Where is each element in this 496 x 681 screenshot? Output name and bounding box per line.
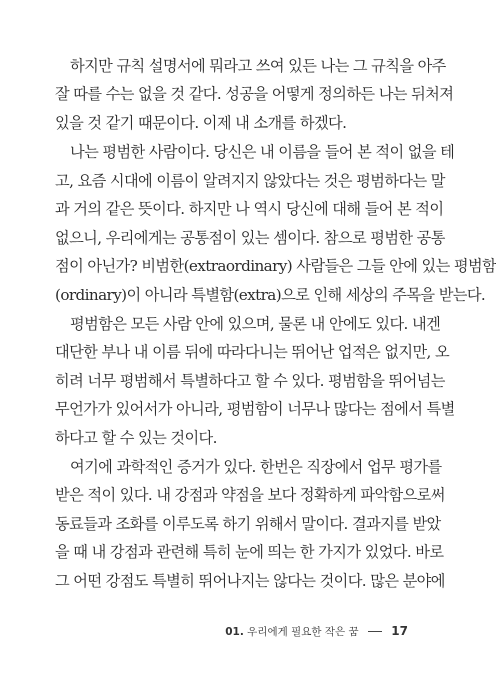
- chapter-number: 01.: [225, 626, 244, 638]
- text-line: 히려 너무 평범해서 특별하다고 할 수 있다. 평범함을 뛰어넘는: [55, 372, 445, 390]
- text-line: 그 어떤 강점도 특별히 뛰어나지는 않다는 것이다. 많은 분야에: [55, 572, 445, 590]
- text-line: 나는 평범한 사람이다. 당신은 내 이름을 들어 본 적이 없을 테: [70, 143, 455, 161]
- text-line: (ordinary)이 아니라 특별함(extra)으로 인해 세상의 주목을 받는다.: [55, 286, 486, 304]
- text-line: 무언가가 있어서가 아니라, 평범함이 너무나 많다는 점에서 특별: [55, 400, 455, 418]
- text-line: 을 때 내 강점과 관련해 특히 눈에 띄는 한 가지가 있었다. 바로: [55, 543, 444, 561]
- text-line: 받은 적이 있다. 내 강점과 약점을 보다 정확하게 파악함으로써: [55, 486, 445, 504]
- page-footer: [225, 624, 408, 639]
- text-line: 고, 요즘 시대에 이름이 알려지지 않았다는 것은 평범하다는 말: [55, 172, 445, 190]
- page-number: 17: [391, 624, 408, 638]
- text-line: 있을 것 같기 때문이다. 이제 내 소개를 하겠다.: [55, 114, 347, 132]
- text-line: 대단한 부나 내 이름 뒤에 따라다니는 뛰어난 업적은 없지만, 오: [55, 343, 450, 361]
- text-line: 점이 아닌가? 비범한(extraordinary) 사람들은 그들 안에 있는 평범함: [55, 257, 496, 275]
- text-line: 하다고 할 수 있는 것이다.: [55, 429, 217, 447]
- text-line: 잘 따를 수는 없을 것 같다. 성공을 어떻게 정의하든 나는 뒤처져: [55, 85, 454, 103]
- text-line: 과 거의 같은 뜻이다. 하지만 나 역시 당신에 대해 들어 본 적이: [55, 200, 444, 218]
- text-line: 여기에 과학적인 증거가 있다. 한번은 직장에서 업무 평가를: [70, 458, 442, 476]
- text-line: 평범함은 모든 사람 안에 있으며, 물론 내 안에도 있다. 내겐: [70, 315, 441, 333]
- text-line: 동료들과 조화를 이루도록 하기 위해서 말이다. 결과지를 받았: [55, 515, 441, 533]
- text-line: 하지만 규칙 설명서에 뭐라고 쓰여 있든 나는 그 규칙을 아주: [70, 57, 446, 75]
- footer-divider: [368, 631, 382, 632]
- chapter-title: 우리에게 필요한 작은 꿈: [247, 626, 359, 638]
- text-line: 없으니, 우리에게는 공통점이 있는 셈이다. 참으로 평범한 공통: [55, 229, 445, 247]
